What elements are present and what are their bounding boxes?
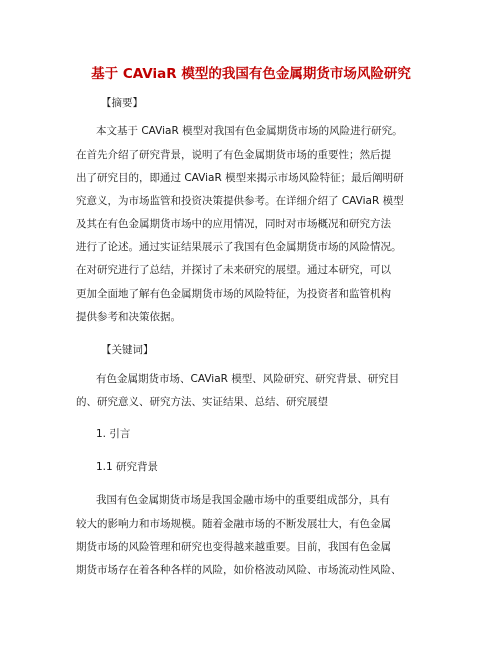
section-heading-1-1: 1.1 研究背景 <box>96 461 159 473</box>
body-line: 期货市场的风险管理和研究也变得越来越重要。目前，我国有色金属 <box>76 541 391 553</box>
document-title: 基于 CAViaR 模型的我国有色金属期货市场风险研究 <box>91 66 411 82</box>
abstract-line: 及其在有色金属期货市场中的应用情况，同时对市场概况和研究方法 <box>76 218 391 230</box>
abstract-line: 究意义，为市场监管和投资决策提供参考。在详细介绍了 CAViaR 模型 <box>76 195 404 207</box>
keywords-line: 有色金属期货市场、CAViaR 模型、风险研究、研究背景、研究目 <box>96 373 400 385</box>
body-line: 较大的影响力和市场规模。随着金融市场的不断发展壮大，有色金属 <box>76 518 391 530</box>
abstract-line: 在对研究进行了总结，并探讨了未来研究的展望。通过本研究，可以 <box>76 264 391 276</box>
abstract-line: 出了研究目的，即通过 CAViaR 模型来揭示市场风险特征；最后阐明研 <box>76 172 404 184</box>
keywords-heading: 【关键词】 <box>101 344 154 356</box>
abstract-heading: 【摘要】 <box>101 97 143 109</box>
abstract-line: 更加全面地了解有色金属期货市场的风险特征，为投资者和监管机构 <box>76 288 391 300</box>
section-heading-1: 1. 引言 <box>96 428 131 440</box>
keywords-line: 的、研究意义、研究方法、实证结果、总结、研究展望 <box>76 396 328 408</box>
abstract-line: 本文基于 CAViaR 模型对我国有色金属期货市场的风险进行研究。 <box>96 125 403 137</box>
body-line: 我国有色金属期货市场是我国金融市场中的重要组成部分，具有 <box>96 494 390 506</box>
abstract-line: 在首先介绍了研究背景，说明了有色金属期货市场的重要性；然后提 <box>76 149 391 161</box>
abstract-line: 进行了论述。通过实证结果展示了我国有色金属期货市场的风险情况。 <box>76 241 402 253</box>
abstract-line: 提供参考和决策依据。 <box>76 311 181 323</box>
body-line: 期货市场存在着各种各样的风险，如价格波动风险、市场流动性风险、 <box>76 564 402 576</box>
